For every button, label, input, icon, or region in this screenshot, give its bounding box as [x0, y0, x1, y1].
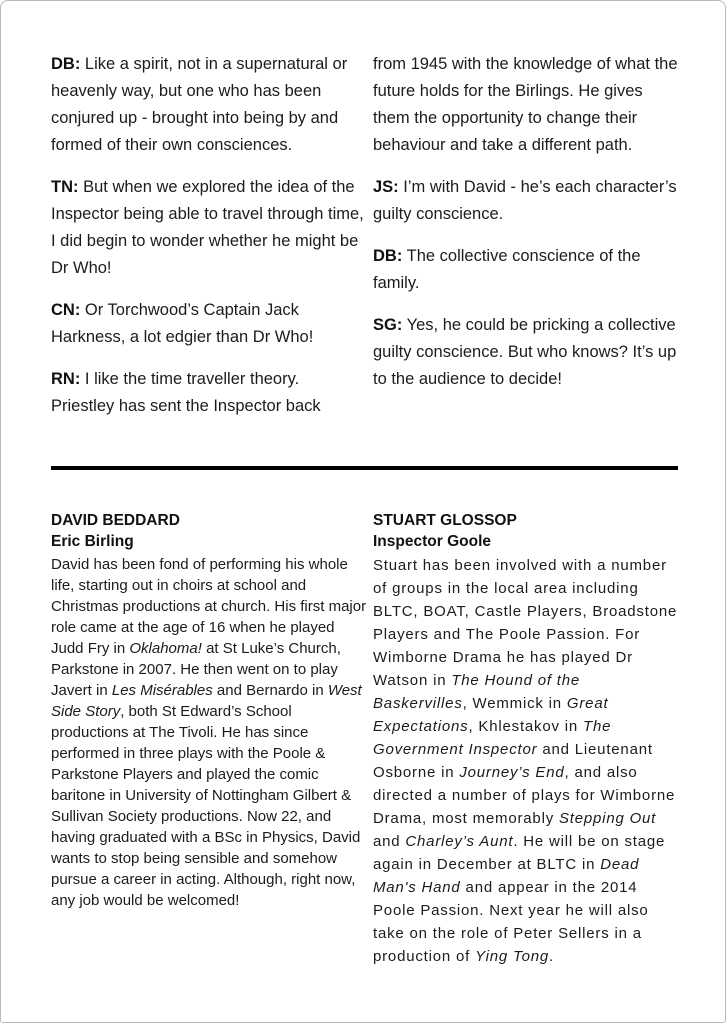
interview-paragraph [51, 51, 367, 159]
interview-column-left [51, 51, 367, 435]
interview-paragraph [373, 312, 679, 393]
speaker-label: DB: [51, 55, 81, 73]
section-divider [51, 466, 678, 470]
bio-character-name: Eric Birling [51, 533, 134, 550]
speaker-label: DB: [373, 247, 403, 265]
paragraph-text: The collective conscience of the family. [373, 247, 641, 292]
bio-actor-name: DAVID BEDDARD [51, 512, 180, 529]
interview-paragraph [51, 174, 367, 282]
bio-actor-name: STUART GLOSSOP [373, 512, 517, 529]
speaker-label: JS: [373, 178, 399, 196]
speaker-label: RN: [51, 370, 81, 388]
interview-paragraph [373, 174, 679, 228]
speaker-label: TN: [51, 178, 79, 196]
bio-david-beddard [51, 510, 367, 968]
speaker-label: CN: [51, 301, 81, 319]
paragraph-text: I’m with David - he’s each character’s guilty conscience. [373, 178, 677, 223]
bio-stuart-glossop [373, 510, 679, 968]
paragraph-text: Or Torchwood’s Captain Jack Harkness, a lot edgier than Dr Who! [51, 301, 314, 346]
bio-character-name: Inspector Goole [373, 533, 491, 550]
paragraph-text: Yes, he could be pricking a collective guilty conscience. But who knows? It’s up to the audience to decide! [373, 316, 677, 388]
paragraph-text: But when we explored the idea of the Inspector being able to travel through time, I did begin to wonder whether he might be Dr Who! [51, 178, 364, 277]
interview-paragraph [51, 297, 367, 351]
interview-section [51, 51, 677, 435]
paragraph-text: Like a spirit, not in a supernatural or heavenly way, but one who has been conjured up - brought into being by and formed of their own consciences. [51, 55, 348, 154]
interview-paragraph [373, 51, 679, 159]
bio-body-text: Stuart has been involved with a number of groups in the local area including BLTC, BOAT, Castle Players, Broadstone Players and The Poole Passion. For Wimborne Drama he has played Dr Watson in The Hound of the Baskervilles, Wemmick in Great Expectations, Khlestakov in The Government Inspector and Lieutenant Osborne in Journey’s End, and also directed a number of plays for Wimborne Drama, most memorably Stepping Out and Charley’s Aunt. He will be on stage again in December at BLTC in Dead Man's Hand and appear in the 2014 Poole Passion. Next year he will also take on the role of Peter Sellers in a production of Ying Tong. [373, 557, 678, 965]
paragraph-text: I like the time traveller theory. Priestley has sent the Inspector back [51, 370, 321, 415]
bio-body-text: David has been fond of performing his whole life, starting out in choirs at school and Christmas productions at church. His first major role came at the age of 16 when he played Judd Fry in Oklahoma! at St Luke’s Church, Parkstone in 2007. He then went on to play Javert in Les Misérables and Bernardo in West Side Story, both St Edward’s School productions at The Tivoli. He has since performed in three plays with the Poole & Parkstone Players and played the comic baritone in University of Nottingham Gilbert & Sullivan Society productions. Now 22, and having graduated with a BSc in Physics, David wants to stop being sensible and somehow pursue a career in acting. Although, right now, any job would be welcomed! [51, 556, 367, 909]
speaker-label: SG: [373, 316, 403, 334]
interview-paragraph [373, 243, 679, 297]
paragraph-text: from 1945 with the knowledge of what the future holds for the Birlings. He gives them the opportunity to change their behaviour and take a different path. [373, 55, 678, 154]
interview-paragraph [51, 366, 367, 420]
bios-section [51, 510, 677, 968]
interview-column-right [373, 51, 679, 435]
